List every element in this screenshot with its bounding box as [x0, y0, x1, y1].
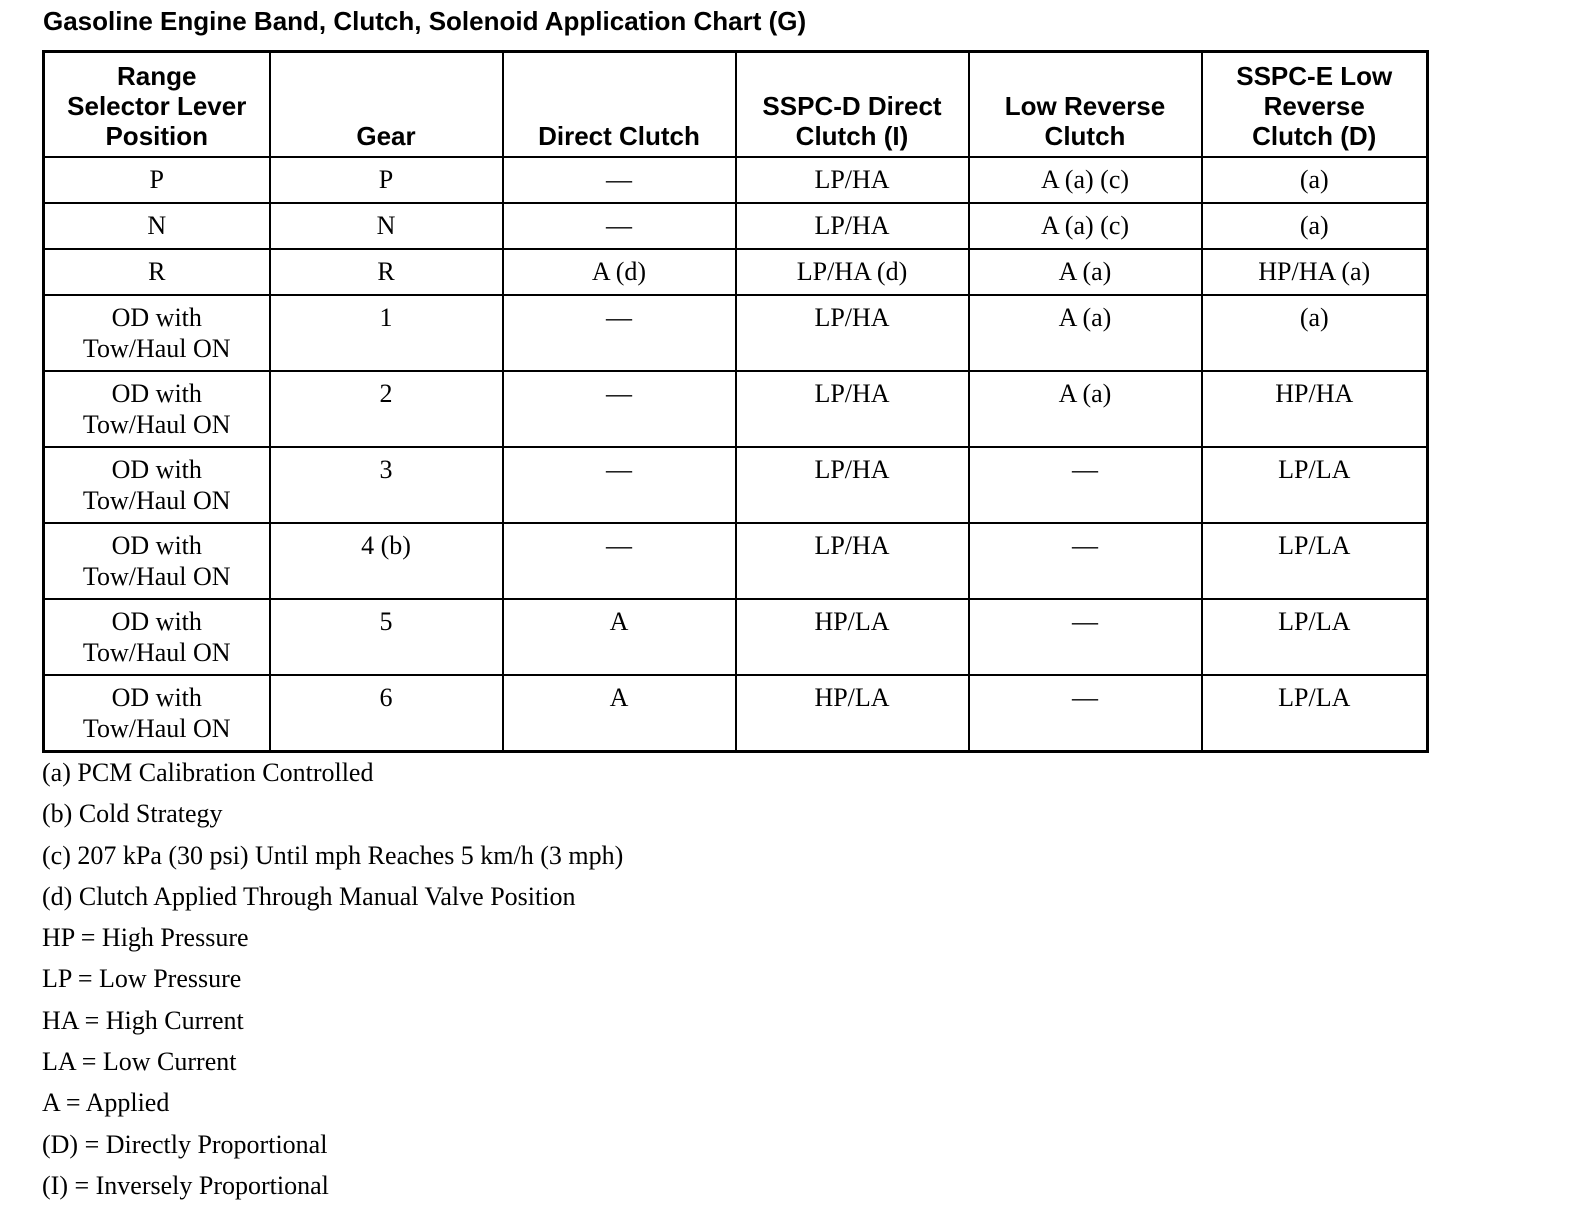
- cell-direct-clutch: —: [503, 371, 736, 447]
- header-line: Clutch (I): [795, 121, 909, 151]
- header-line: Clutch: [1044, 121, 1126, 151]
- position-line: Tow/Haul ON: [82, 714, 231, 743]
- cell-sspc-d: LP/HA: [736, 157, 969, 203]
- legend-a: A = Applied: [42, 1088, 170, 1118]
- cell-position: [44, 249, 270, 295]
- position-line: Tow/Haul ON: [82, 562, 231, 591]
- cell-low-reverse: A (a) (c): [969, 157, 1202, 203]
- header-line: Clutch (D): [1252, 121, 1377, 151]
- table-row: [44, 203, 1428, 249]
- cell-sspc-e: LP/LA: [1202, 675, 1428, 752]
- cell-position: [44, 447, 270, 523]
- header-line: Reverse: [1263, 91, 1365, 121]
- cell-low-reverse: A (a): [969, 295, 1202, 371]
- cell-low-reverse: —: [969, 447, 1202, 523]
- cell-gear: 3: [270, 447, 503, 523]
- cell-position: [44, 675, 270, 752]
- legend-inversely-proportional: (I) = Inversely Proportional: [42, 1170, 329, 1200]
- position-line: Tow/Haul ON: [82, 410, 231, 439]
- table-row: [44, 371, 1428, 447]
- position-line: OD with: [111, 379, 202, 408]
- cell-direct-clutch: A: [503, 675, 736, 752]
- header-sspc-e-low-reverse-clutch: [1202, 52, 1428, 158]
- cell-sspc-e: LP/LA: [1202, 599, 1428, 675]
- position-line: OD with: [111, 303, 202, 332]
- cell-direct-clutch: —: [503, 295, 736, 371]
- note-a: (a) PCM Calibration Controlled: [42, 758, 374, 787]
- legend-la: LA = Low Current: [42, 1047, 237, 1077]
- table-row: [44, 157, 1428, 203]
- legend-ha: HA = High Current: [42, 1005, 244, 1035]
- cell-sspc-d: HP/LA: [736, 599, 969, 675]
- cell-position: [44, 599, 270, 675]
- note-b: (b) Cold Strategy: [42, 799, 223, 829]
- header-line: SSPC-E Low: [1236, 61, 1393, 91]
- cell-sspc-d: LP/HA: [736, 203, 969, 249]
- cell-position: [44, 203, 270, 249]
- cell-sspc-d: LP/HA: [736, 295, 969, 371]
- position-line: OD with: [111, 455, 202, 484]
- table-row: [44, 523, 1428, 599]
- cell-gear: P: [270, 157, 503, 203]
- position-line: R: [148, 257, 166, 286]
- legend-lp: LP = Low Pressure: [42, 964, 242, 994]
- header-direct-clutch: [503, 52, 736, 158]
- header-line: Low Reverse: [1004, 91, 1166, 121]
- cell-gear: 1: [270, 295, 503, 371]
- cell-gear: R: [270, 249, 503, 295]
- position-line: Tow/Haul ON: [82, 486, 231, 515]
- header-line: Range: [117, 61, 197, 91]
- cell-position: [44, 157, 270, 203]
- cell-position: [44, 523, 270, 599]
- table-row: [44, 295, 1428, 371]
- cell-sspc-d: HP/LA: [736, 675, 969, 752]
- header-row: [44, 52, 1428, 158]
- position-line: Tow/Haul ON: [82, 638, 231, 667]
- header-range-selector-lever-position: [44, 52, 270, 158]
- cell-direct-clutch: —: [503, 447, 736, 523]
- table-row: [44, 675, 1428, 752]
- cell-sspc-e: (a): [1202, 157, 1428, 203]
- header-line: Selector Lever: [67, 91, 247, 121]
- note-c: (c) 207 kPa (30 psi) Until mph Reaches 5 km/h (3 mph): [42, 840, 624, 870]
- cell-sspc-d: LP/HA: [736, 447, 969, 523]
- table-row: [44, 599, 1428, 675]
- cell-low-reverse: —: [969, 523, 1202, 599]
- legend-notes: [42, 752, 623, 1206]
- cell-direct-clutch: A (d): [503, 249, 736, 295]
- header-sspc-d-direct-clutch: [736, 52, 969, 158]
- cell-direct-clutch: —: [503, 157, 736, 203]
- header-line: Gear: [356, 121, 416, 151]
- cell-low-reverse: —: [969, 599, 1202, 675]
- cell-position: [44, 371, 270, 447]
- cell-sspc-e: HP/HA (a): [1202, 249, 1428, 295]
- cell-gear: 5: [270, 599, 503, 675]
- note-d: (d) Clutch Applied Through Manual Valve Position: [42, 881, 576, 911]
- cell-sspc-e: LP/LA: [1202, 447, 1428, 523]
- cell-low-reverse: —: [969, 675, 1202, 752]
- cell-sspc-e: (a): [1202, 295, 1428, 371]
- position-line: N: [147, 211, 167, 240]
- cell-sspc-d: LP/HA (d): [736, 249, 969, 295]
- position-line: Tow/Haul ON: [82, 334, 231, 363]
- header-low-reverse-clutch: [969, 52, 1202, 158]
- header-line: Position: [105, 121, 209, 151]
- cell-sspc-e: HP/HA: [1202, 371, 1428, 447]
- cell-gear: 2: [270, 371, 503, 447]
- table-row: [44, 447, 1428, 523]
- position-line: OD with: [111, 607, 202, 636]
- cell-low-reverse: A (a) (c): [969, 203, 1202, 249]
- cell-low-reverse: A (a): [969, 249, 1202, 295]
- position-line: OD with: [111, 683, 202, 712]
- header-line: Direct Clutch: [538, 121, 700, 151]
- legend-directly-proportional: (D) = Directly Proportional: [42, 1129, 328, 1159]
- cell-gear: 4 (b): [270, 523, 503, 599]
- cell-direct-clutch: —: [503, 203, 736, 249]
- legend-hp: HP = High Pressure: [42, 923, 249, 953]
- cell-sspc-e: (a): [1202, 203, 1428, 249]
- application-chart-table: [42, 50, 1429, 753]
- page-title: Gasoline Engine Band, Clutch, Solenoid Application Chart (G): [43, 6, 807, 36]
- position-line: OD with: [111, 531, 202, 560]
- position-line: P: [149, 165, 164, 194]
- cell-direct-clutch: —: [503, 523, 736, 599]
- cell-sspc-d: LP/HA: [736, 523, 969, 599]
- cell-sspc-d: LP/HA: [736, 371, 969, 447]
- table-row: [44, 249, 1428, 295]
- cell-position: [44, 295, 270, 371]
- cell-gear: 6: [270, 675, 503, 752]
- cell-sspc-e: LP/LA: [1202, 523, 1428, 599]
- header-gear: [270, 52, 503, 158]
- header-line: SSPC-D Direct: [762, 91, 942, 121]
- cell-direct-clutch: A: [503, 599, 736, 675]
- cell-low-reverse: A (a): [969, 371, 1202, 447]
- cell-gear: N: [270, 203, 503, 249]
